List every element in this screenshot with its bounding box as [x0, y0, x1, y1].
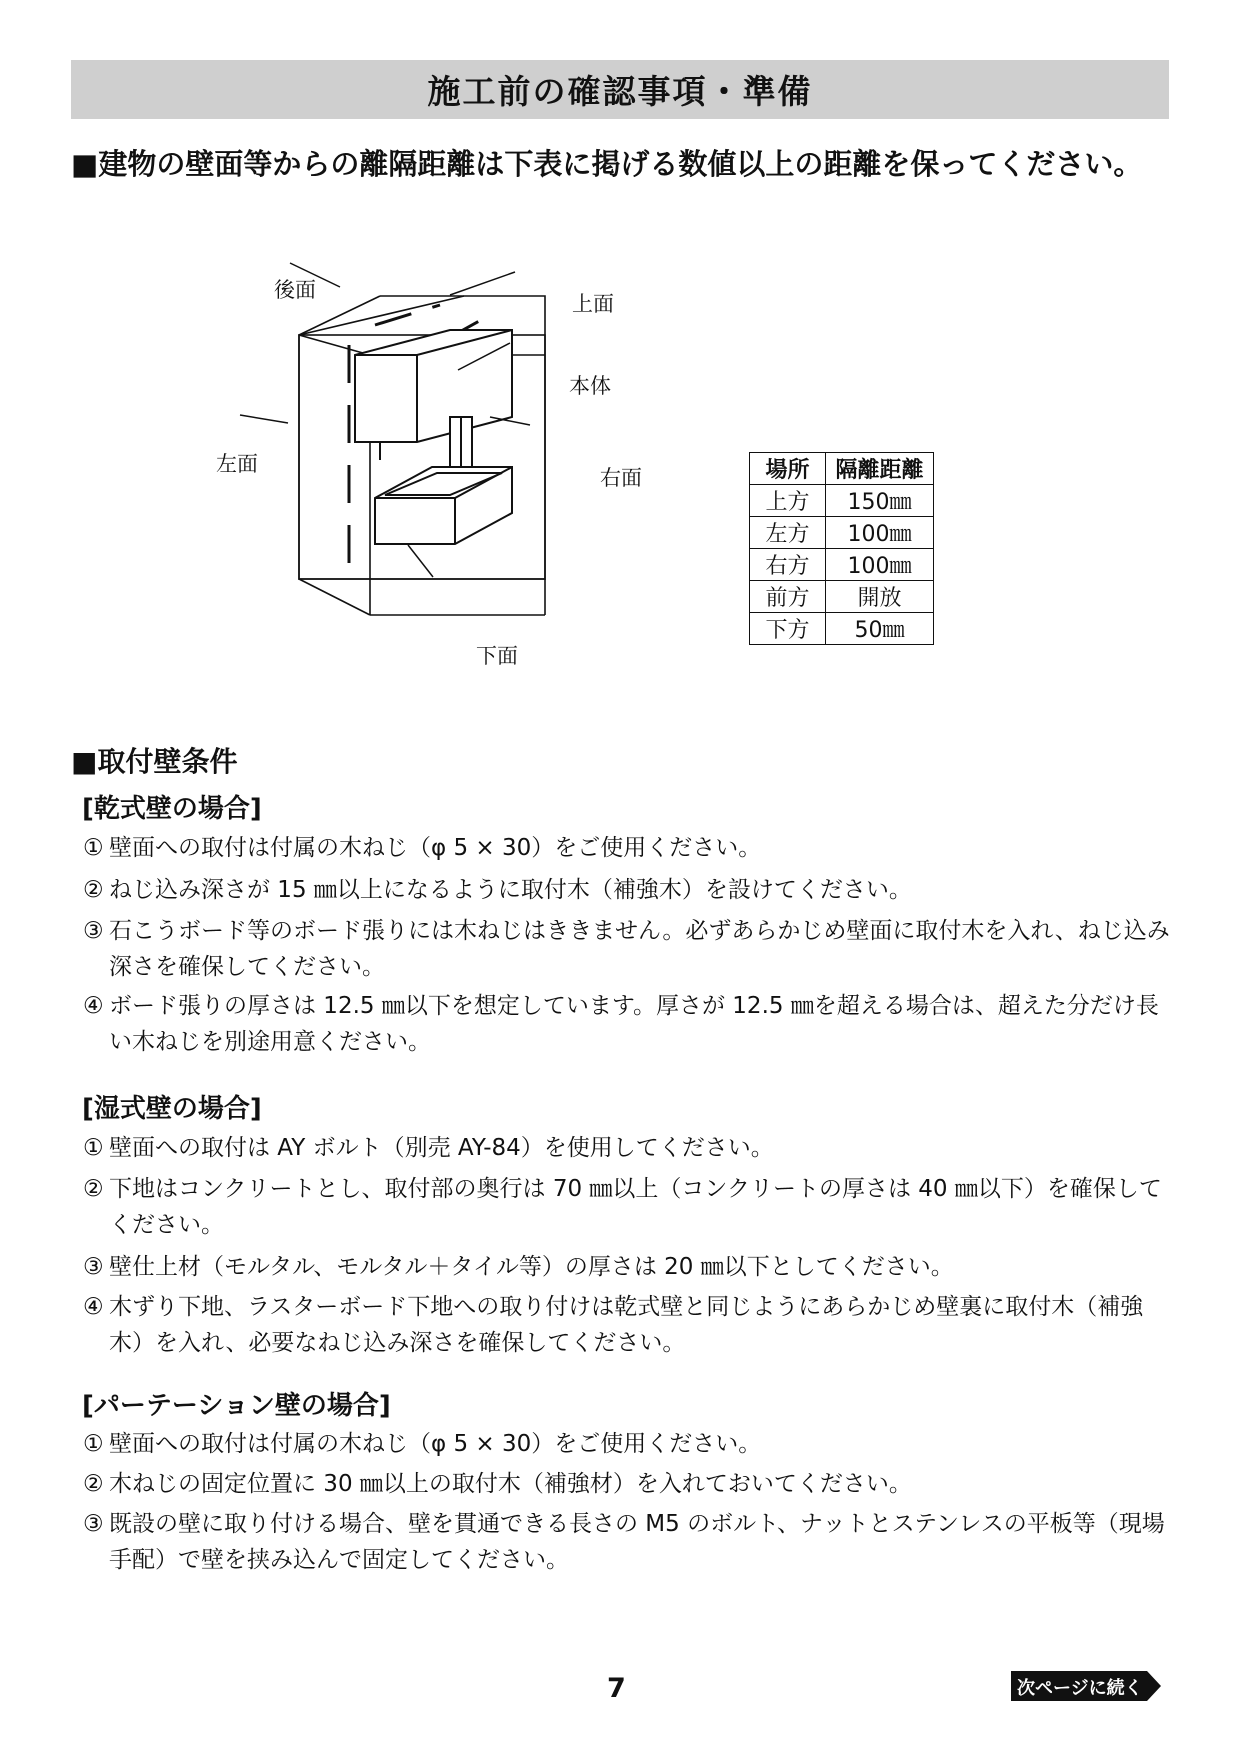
item-text: 壁面への取付は AY ボルト（別売 AY-84）を使用してください。 [109, 1135, 774, 1161]
table-row [750, 549, 934, 581]
leader-left [240, 415, 288, 423]
clearance-table [749, 452, 934, 645]
dry-wall-heading: [乾式壁の場合] [82, 794, 262, 824]
list-item [83, 1171, 1173, 1243]
leader-top [450, 272, 515, 295]
table-cell: 左方 [750, 517, 826, 549]
page-number: 7 [607, 1673, 626, 1704]
item-number: ② [83, 877, 104, 903]
table-cell: 150㎜ [826, 485, 934, 517]
table-cell: 上方 [750, 485, 826, 517]
table-cell: 下方 [750, 613, 826, 645]
label-back: 後面 [274, 278, 316, 302]
item-number: ① [83, 835, 104, 861]
table-cell: 右方 [750, 549, 826, 581]
item-text: 木ねじの固定位置に 30 ㎜以上の取付木（補強材）を入れておいてください。 [109, 1471, 912, 1497]
leader-bottom [408, 545, 433, 577]
table-header-cell: 場所 [750, 453, 826, 485]
label-body: 本体 [569, 374, 611, 398]
list-item [83, 1130, 1173, 1166]
item-number: ④ [83, 993, 104, 1019]
title-bar [71, 60, 1169, 119]
label-right: 右面 [600, 466, 642, 490]
item-text: 木ずり下地、ラスターボード下地への取り付けは乾式壁と同じようにあらかじめ壁裏に取付木（補強木）を入れ、必要なねじ込み深さを確保してください。 [109, 1294, 1144, 1356]
next-page-label: 次ページに続く [1017, 1678, 1143, 1699]
table-cell: 100㎜ [826, 549, 934, 581]
list-item [83, 1249, 1173, 1285]
item-text: ねじ込み深さが 15 ㎜以上になるように取付木（補強木）を設けてください。 [109, 877, 912, 903]
table-row [750, 581, 934, 613]
item-text: 壁仕上材（モルタル、モルタル＋タイル等）の厚さは 20 ㎜以下としてください。 [109, 1254, 954, 1280]
item-text: ボード張りの厚さは 12.5 ㎜以下を想定しています。厚さが 12.5 ㎜を超える場合は、超えた分だけ長い木ねじを別途用意ください。 [109, 993, 1159, 1055]
unit-body-shape [355, 330, 512, 442]
list-item [83, 1506, 1173, 1578]
section-heading: ■取付壁条件 [71, 745, 238, 778]
list-item [83, 988, 1173, 1060]
item-number: ① [83, 1135, 104, 1161]
item-number: ④ [83, 1294, 104, 1320]
list-item [83, 1466, 1173, 1502]
list-item [83, 830, 1173, 866]
label-top: 上面 [572, 292, 614, 316]
page-title: 施工前の確認事項・準備 [427, 72, 813, 111]
item-number: ② [83, 1176, 104, 1202]
table-cell: 50㎜ [826, 613, 934, 645]
next-page-tab [1011, 1671, 1161, 1701]
item-text: 石こうボード等のボード張りには木ねじはききません。必ずあらかじめ壁面に取付木を入れ、ねじ込み深さを確保してください。 [109, 918, 1170, 980]
table-row [750, 517, 934, 549]
clearance-lead-text: ■建物の壁面等からの離隔距離は下表に掲げる数値以上の距離を保ってください。 [71, 147, 1143, 181]
label-left: 左面 [216, 452, 258, 476]
table-header-row [750, 453, 934, 485]
item-text: 下地はコンクリートとし、取付部の奥行は 70 ㎜以上（コンクリートの厚さは 40 ㎜以下）を確保してください。 [109, 1176, 1162, 1238]
item-text: 既設の壁に取り付ける場合、壁を貫通できる長さの M5 のボルト、ナットとステンレスの平板等（現場手配）で壁を挟み込んで固定してください。 [109, 1511, 1165, 1573]
partition-wall-heading: [パーテーション壁の場合] [82, 1391, 391, 1421]
list-item [83, 913, 1173, 985]
table-row [750, 485, 934, 517]
item-number: ③ [83, 1254, 104, 1280]
table-header-cell: 隔離距離 [826, 453, 934, 485]
item-text: 壁面への取付は付属の木ねじ（φ 5 × 30）をご使用ください。 [109, 835, 762, 861]
item-number: ② [83, 1471, 104, 1497]
table-cell: 開放 [826, 581, 934, 613]
table-cell: 前方 [750, 581, 826, 613]
label-bottom: 下面 [476, 644, 518, 668]
item-number: ③ [83, 1511, 104, 1537]
clearance-diagram [200, 255, 680, 675]
table-row [750, 613, 934, 645]
table-cell: 100㎜ [826, 517, 934, 549]
item-text: 壁面への取付は付属の木ねじ（φ 5 × 30）をご使用ください。 [109, 1431, 762, 1457]
list-item [83, 872, 1173, 908]
list-item [83, 1289, 1173, 1361]
item-number: ① [83, 1431, 104, 1457]
wet-wall-heading: [湿式壁の場合] [82, 1094, 262, 1124]
item-number: ③ [83, 918, 104, 944]
list-item [83, 1426, 1173, 1462]
